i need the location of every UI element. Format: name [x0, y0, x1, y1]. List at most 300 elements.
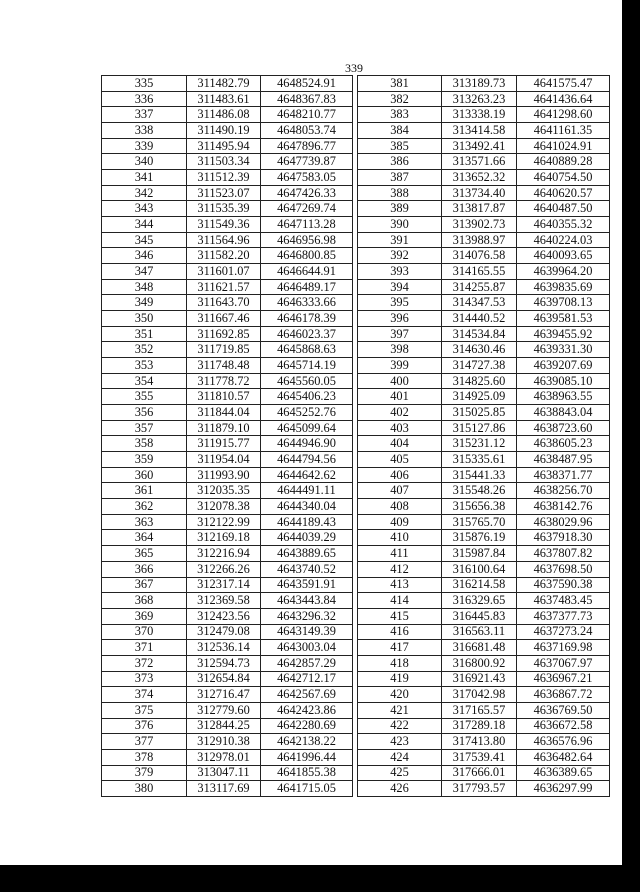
y-coordinate-cell: 4646023.37 [261, 326, 353, 342]
point-number-cell: 340 [102, 154, 187, 170]
x-coordinate-cell: 311549.36 [187, 217, 261, 233]
x-coordinate-cell: 311915.77 [187, 436, 261, 452]
table-row [102, 91, 610, 107]
x-coordinate-cell: 314825.60 [442, 373, 517, 389]
table-row [102, 201, 610, 217]
x-coordinate-cell: 317042.98 [442, 687, 517, 703]
x-coordinate-cell: 311564.96 [187, 232, 261, 248]
y-coordinate-cell: 4639207.69 [517, 358, 610, 374]
x-coordinate-cell: 311490.19 [187, 123, 261, 139]
y-coordinate-cell: 4642712.17 [261, 671, 353, 687]
point-number-cell: 348 [102, 279, 187, 295]
x-coordinate-cell: 311495.94 [187, 138, 261, 154]
y-coordinate-cell: 4644340.04 [261, 499, 353, 515]
x-coordinate-cell: 317539.41 [442, 749, 517, 765]
point-number-cell: 335 [102, 76, 187, 92]
point-number-cell: 404 [358, 436, 442, 452]
table-row [102, 389, 610, 405]
point-number-cell: 421 [358, 702, 442, 718]
y-coordinate-cell: 4638371.77 [517, 467, 610, 483]
y-coordinate-cell: 4641996.44 [261, 749, 353, 765]
y-coordinate-cell: 4647269.74 [261, 201, 353, 217]
point-number-cell: 349 [102, 295, 187, 311]
point-number-cell: 370 [102, 624, 187, 640]
x-coordinate-cell: 314440.52 [442, 311, 517, 327]
x-coordinate-cell: 315231.12 [442, 436, 517, 452]
x-coordinate-cell: 311486.08 [187, 107, 261, 123]
point-number-cell: 369 [102, 608, 187, 624]
y-coordinate-cell: 4645252.76 [261, 405, 353, 421]
point-number-cell: 351 [102, 326, 187, 342]
point-number-cell: 415 [358, 608, 442, 624]
y-coordinate-cell: 4643149.39 [261, 624, 353, 640]
point-number-cell: 412 [358, 561, 442, 577]
x-coordinate-cell: 316445.83 [442, 608, 517, 624]
table-row [102, 749, 610, 765]
y-coordinate-cell: 4637918.30 [517, 530, 610, 546]
point-number-cell: 387 [358, 170, 442, 186]
table-row [102, 76, 610, 92]
point-number-cell: 386 [358, 154, 442, 170]
table-row [102, 718, 610, 734]
x-coordinate-cell: 312844.25 [187, 718, 261, 734]
y-coordinate-cell: 4645560.05 [261, 373, 353, 389]
x-coordinate-cell: 312369.58 [187, 593, 261, 609]
point-number-cell: 379 [102, 765, 187, 781]
x-coordinate-cell: 312479.08 [187, 624, 261, 640]
point-number-cell: 358 [102, 436, 187, 452]
x-coordinate-cell: 313263.23 [442, 91, 517, 107]
y-coordinate-cell: 4640224.03 [517, 232, 610, 248]
point-number-cell: 378 [102, 749, 187, 765]
y-coordinate-cell: 4647583.05 [261, 170, 353, 186]
y-coordinate-cell: 4637590.38 [517, 577, 610, 593]
x-coordinate-cell: 316100.64 [442, 561, 517, 577]
x-coordinate-cell: 312716.47 [187, 687, 261, 703]
point-number-cell: 409 [358, 514, 442, 530]
x-coordinate-cell: 315765.70 [442, 514, 517, 530]
coordinates-table-body [102, 76, 610, 797]
point-number-cell: 363 [102, 514, 187, 530]
table-row [102, 546, 610, 562]
table-row [102, 608, 610, 624]
y-coordinate-cell: 4644039.29 [261, 530, 353, 546]
x-coordinate-cell: 313902.73 [442, 217, 517, 233]
point-number-cell: 391 [358, 232, 442, 248]
table-row [102, 373, 610, 389]
x-coordinate-cell: 317793.57 [442, 781, 517, 797]
point-number-cell: 345 [102, 232, 187, 248]
y-coordinate-cell: 4646333.66 [261, 295, 353, 311]
point-number-cell: 398 [358, 342, 442, 358]
point-number-cell: 344 [102, 217, 187, 233]
y-coordinate-cell: 4639708.13 [517, 295, 610, 311]
x-coordinate-cell: 316800.92 [442, 655, 517, 671]
point-number-cell: 361 [102, 483, 187, 499]
table-row [102, 687, 610, 703]
x-coordinate-cell: 314165.55 [442, 264, 517, 280]
table-row [102, 358, 610, 374]
point-number-cell: 395 [358, 295, 442, 311]
y-coordinate-cell: 4640889.28 [517, 154, 610, 170]
table-row [102, 671, 610, 687]
x-coordinate-cell: 316214.58 [442, 577, 517, 593]
point-number-cell: 381 [358, 76, 442, 92]
y-coordinate-cell: 4641298.60 [517, 107, 610, 123]
x-coordinate-cell: 314727.38 [442, 358, 517, 374]
point-number-cell: 408 [358, 499, 442, 515]
x-coordinate-cell: 313189.73 [442, 76, 517, 92]
y-coordinate-cell: 4641715.05 [261, 781, 353, 797]
x-coordinate-cell: 311954.04 [187, 452, 261, 468]
point-number-cell: 419 [358, 671, 442, 687]
y-coordinate-cell: 4638723.60 [517, 420, 610, 436]
x-coordinate-cell: 317165.57 [442, 702, 517, 718]
x-coordinate-cell: 313414.58 [442, 123, 517, 139]
x-coordinate-cell: 312122.99 [187, 514, 261, 530]
y-coordinate-cell: 4645714.19 [261, 358, 353, 374]
y-coordinate-cell: 4643443.84 [261, 593, 353, 609]
table-row [102, 264, 610, 280]
y-coordinate-cell: 4643889.65 [261, 546, 353, 562]
point-number-cell: 364 [102, 530, 187, 546]
y-coordinate-cell: 4647113.28 [261, 217, 353, 233]
y-coordinate-cell: 4645406.23 [261, 389, 353, 405]
point-number-cell: 336 [102, 91, 187, 107]
x-coordinate-cell: 311621.57 [187, 279, 261, 295]
x-coordinate-cell: 312317.14 [187, 577, 261, 593]
y-coordinate-cell: 4637483.45 [517, 593, 610, 609]
y-coordinate-cell: 4648524.91 [261, 76, 353, 92]
point-number-cell: 405 [358, 452, 442, 468]
table-row [102, 217, 610, 233]
point-number-cell: 383 [358, 107, 442, 123]
y-coordinate-cell: 4642138.22 [261, 734, 353, 750]
table-row [102, 483, 610, 499]
y-coordinate-cell: 4639331.30 [517, 342, 610, 358]
x-coordinate-cell: 315876.19 [442, 530, 517, 546]
x-coordinate-cell: 312654.84 [187, 671, 261, 687]
table-row [102, 138, 610, 154]
x-coordinate-cell: 314925.09 [442, 389, 517, 405]
table-row [102, 232, 610, 248]
x-coordinate-cell: 311748.48 [187, 358, 261, 374]
point-number-cell: 392 [358, 248, 442, 264]
y-coordinate-cell: 4641855.38 [261, 765, 353, 781]
x-coordinate-cell: 311535.39 [187, 201, 261, 217]
y-coordinate-cell: 4637377.73 [517, 608, 610, 624]
x-coordinate-cell: 317289.18 [442, 718, 517, 734]
y-coordinate-cell: 4637698.50 [517, 561, 610, 577]
point-number-cell: 399 [358, 358, 442, 374]
y-coordinate-cell: 4638963.55 [517, 389, 610, 405]
x-coordinate-cell: 315548.26 [442, 483, 517, 499]
point-number-cell: 417 [358, 640, 442, 656]
point-number-cell: 337 [102, 107, 187, 123]
y-coordinate-cell: 4643003.04 [261, 640, 353, 656]
point-number-cell: 362 [102, 499, 187, 515]
x-coordinate-cell: 311482.79 [187, 76, 261, 92]
point-number-cell: 371 [102, 640, 187, 656]
point-number-cell: 338 [102, 123, 187, 139]
table-row [102, 577, 610, 593]
x-coordinate-cell: 311483.61 [187, 91, 261, 107]
y-coordinate-cell: 4647896.77 [261, 138, 353, 154]
table-row [102, 311, 610, 327]
x-coordinate-cell: 313117.69 [187, 781, 261, 797]
y-coordinate-cell: 4648053.74 [261, 123, 353, 139]
point-number-cell: 375 [102, 702, 187, 718]
point-number-cell: 374 [102, 687, 187, 703]
x-coordinate-cell: 315025.85 [442, 405, 517, 421]
table-row [102, 154, 610, 170]
point-number-cell: 411 [358, 546, 442, 562]
x-coordinate-cell: 311692.85 [187, 326, 261, 342]
point-number-cell: 360 [102, 467, 187, 483]
table-row [102, 326, 610, 342]
table-row [102, 467, 610, 483]
y-coordinate-cell: 4636576.96 [517, 734, 610, 750]
y-coordinate-cell: 4638843.04 [517, 405, 610, 421]
y-coordinate-cell: 4636672.58 [517, 718, 610, 734]
y-coordinate-cell: 4644946.90 [261, 436, 353, 452]
x-coordinate-cell: 311879.10 [187, 420, 261, 436]
y-coordinate-cell: 4640093.65 [517, 248, 610, 264]
point-number-cell: 418 [358, 655, 442, 671]
y-coordinate-cell: 4644491.11 [261, 483, 353, 499]
point-number-cell: 341 [102, 170, 187, 186]
y-coordinate-cell: 4638142.76 [517, 499, 610, 515]
x-coordinate-cell: 315656.38 [442, 499, 517, 515]
table-row [102, 295, 610, 311]
y-coordinate-cell: 4641575.47 [517, 76, 610, 92]
y-coordinate-cell: 4639581.53 [517, 311, 610, 327]
x-coordinate-cell: 313338.19 [442, 107, 517, 123]
point-number-cell: 426 [358, 781, 442, 797]
x-coordinate-cell: 316329.65 [442, 593, 517, 609]
point-number-cell: 366 [102, 561, 187, 577]
table-row [102, 514, 610, 530]
y-coordinate-cell: 4644642.62 [261, 467, 353, 483]
table-row [102, 185, 610, 201]
x-coordinate-cell: 316563.11 [442, 624, 517, 640]
point-number-cell: 396 [358, 311, 442, 327]
point-number-cell: 407 [358, 483, 442, 499]
x-coordinate-cell: 313817.87 [442, 201, 517, 217]
y-coordinate-cell: 4639964.20 [517, 264, 610, 280]
point-number-cell: 380 [102, 781, 187, 797]
x-coordinate-cell: 311643.70 [187, 295, 261, 311]
y-coordinate-cell: 4643296.32 [261, 608, 353, 624]
y-coordinate-cell: 4646178.39 [261, 311, 353, 327]
x-coordinate-cell: 312779.60 [187, 702, 261, 718]
x-coordinate-cell: 316921.43 [442, 671, 517, 687]
point-number-cell: 400 [358, 373, 442, 389]
table-row [102, 452, 610, 468]
table-row [102, 530, 610, 546]
x-coordinate-cell: 312078.38 [187, 499, 261, 515]
x-coordinate-cell: 312536.14 [187, 640, 261, 656]
y-coordinate-cell: 4636769.50 [517, 702, 610, 718]
y-coordinate-cell: 4638605.23 [517, 436, 610, 452]
point-number-cell: 406 [358, 467, 442, 483]
x-coordinate-cell: 313492.41 [442, 138, 517, 154]
point-number-cell: 385 [358, 138, 442, 154]
y-coordinate-cell: 4643740.52 [261, 561, 353, 577]
table-row [102, 107, 610, 123]
y-coordinate-cell: 4641161.35 [517, 123, 610, 139]
x-coordinate-cell: 314534.84 [442, 326, 517, 342]
point-number-cell: 424 [358, 749, 442, 765]
y-coordinate-cell: 4640355.32 [517, 217, 610, 233]
y-coordinate-cell: 4647426.33 [261, 185, 353, 201]
y-coordinate-cell: 4638256.70 [517, 483, 610, 499]
point-number-cell: 354 [102, 373, 187, 389]
point-number-cell: 413 [358, 577, 442, 593]
y-coordinate-cell: 4641024.91 [517, 138, 610, 154]
x-coordinate-cell: 311512.39 [187, 170, 261, 186]
point-number-cell: 394 [358, 279, 442, 295]
table-row [102, 170, 610, 186]
y-coordinate-cell: 4636967.21 [517, 671, 610, 687]
y-coordinate-cell: 4642857.29 [261, 655, 353, 671]
x-coordinate-cell: 311993.90 [187, 467, 261, 483]
point-number-cell: 423 [358, 734, 442, 750]
coordinates-table [101, 75, 610, 797]
point-number-cell: 414 [358, 593, 442, 609]
y-coordinate-cell: 4637169.98 [517, 640, 610, 656]
y-coordinate-cell: 4646644.91 [261, 264, 353, 280]
y-coordinate-cell: 4646489.17 [261, 279, 353, 295]
y-coordinate-cell: 4645868.63 [261, 342, 353, 358]
point-number-cell: 388 [358, 185, 442, 201]
x-coordinate-cell: 313047.11 [187, 765, 261, 781]
table-row [102, 702, 610, 718]
table-row [102, 593, 610, 609]
point-number-cell: 403 [358, 420, 442, 436]
table-row [102, 499, 610, 515]
x-coordinate-cell: 313571.66 [442, 154, 517, 170]
x-coordinate-cell: 311778.72 [187, 373, 261, 389]
x-coordinate-cell: 312216.94 [187, 546, 261, 562]
point-number-cell: 356 [102, 405, 187, 421]
y-coordinate-cell: 4646956.98 [261, 232, 353, 248]
y-coordinate-cell: 4642423.86 [261, 702, 353, 718]
point-number-cell: 342 [102, 185, 187, 201]
y-coordinate-cell: 4644189.43 [261, 514, 353, 530]
point-number-cell: 425 [358, 765, 442, 781]
y-coordinate-cell: 4644794.56 [261, 452, 353, 468]
y-coordinate-cell: 4640487.50 [517, 201, 610, 217]
point-number-cell: 420 [358, 687, 442, 703]
point-number-cell: 373 [102, 671, 187, 687]
y-coordinate-cell: 4636297.99 [517, 781, 610, 797]
x-coordinate-cell: 311582.20 [187, 248, 261, 264]
table-row [102, 279, 610, 295]
table-row [102, 123, 610, 139]
point-number-cell: 339 [102, 138, 187, 154]
table-row [102, 655, 610, 671]
x-coordinate-cell: 312035.35 [187, 483, 261, 499]
x-coordinate-cell: 312423.56 [187, 608, 261, 624]
point-number-cell: 343 [102, 201, 187, 217]
x-coordinate-cell: 311503.34 [187, 154, 261, 170]
y-coordinate-cell: 4636389.65 [517, 765, 610, 781]
y-coordinate-cell: 4645099.64 [261, 420, 353, 436]
x-coordinate-cell: 313988.97 [442, 232, 517, 248]
point-number-cell: 347 [102, 264, 187, 280]
table-row [102, 765, 610, 781]
x-coordinate-cell: 315987.84 [442, 546, 517, 562]
point-number-cell: 402 [358, 405, 442, 421]
y-coordinate-cell: 4641436.64 [517, 91, 610, 107]
y-coordinate-cell: 4639455.92 [517, 326, 610, 342]
x-coordinate-cell: 311844.04 [187, 405, 261, 421]
x-coordinate-cell: 317666.01 [442, 765, 517, 781]
x-coordinate-cell: 312910.38 [187, 734, 261, 750]
table-row [102, 342, 610, 358]
x-coordinate-cell: 312169.18 [187, 530, 261, 546]
point-number-cell: 382 [358, 91, 442, 107]
y-coordinate-cell: 4640620.57 [517, 185, 610, 201]
point-number-cell: 422 [358, 718, 442, 734]
table-row [102, 436, 610, 452]
y-coordinate-cell: 4640754.50 [517, 170, 610, 186]
x-coordinate-cell: 312978.01 [187, 749, 261, 765]
y-coordinate-cell: 4637273.24 [517, 624, 610, 640]
point-number-cell: 365 [102, 546, 187, 562]
point-number-cell: 376 [102, 718, 187, 734]
point-number-cell: 350 [102, 311, 187, 327]
x-coordinate-cell: 314255.87 [442, 279, 517, 295]
y-coordinate-cell: 4648367.83 [261, 91, 353, 107]
table-row [102, 420, 610, 436]
y-coordinate-cell: 4639085.10 [517, 373, 610, 389]
table-row [102, 405, 610, 421]
x-coordinate-cell: 315441.33 [442, 467, 517, 483]
page-number: 339 [345, 61, 363, 75]
table-row [102, 248, 610, 264]
table-row [102, 624, 610, 640]
x-coordinate-cell: 314347.53 [442, 295, 517, 311]
x-coordinate-cell: 315335.61 [442, 452, 517, 468]
y-coordinate-cell: 4643591.91 [261, 577, 353, 593]
point-number-cell: 377 [102, 734, 187, 750]
point-number-cell: 397 [358, 326, 442, 342]
x-coordinate-cell: 312594.73 [187, 655, 261, 671]
point-number-cell: 384 [358, 123, 442, 139]
y-coordinate-cell: 4639835.69 [517, 279, 610, 295]
x-coordinate-cell: 314076.58 [442, 248, 517, 264]
x-coordinate-cell: 312266.26 [187, 561, 261, 577]
y-coordinate-cell: 4638029.96 [517, 514, 610, 530]
point-number-cell: 416 [358, 624, 442, 640]
x-coordinate-cell: 311810.57 [187, 389, 261, 405]
x-coordinate-cell: 311667.46 [187, 311, 261, 327]
y-coordinate-cell: 4636482.64 [517, 749, 610, 765]
x-coordinate-cell: 316681.48 [442, 640, 517, 656]
point-number-cell: 359 [102, 452, 187, 468]
table-row [102, 781, 610, 797]
y-coordinate-cell: 4648210.77 [261, 107, 353, 123]
table-row [102, 640, 610, 656]
x-coordinate-cell: 313652.32 [442, 170, 517, 186]
x-coordinate-cell: 314630.46 [442, 342, 517, 358]
y-coordinate-cell: 4646800.85 [261, 248, 353, 264]
point-number-cell: 357 [102, 420, 187, 436]
y-coordinate-cell: 4637067.97 [517, 655, 610, 671]
x-coordinate-cell: 315127.86 [442, 420, 517, 436]
